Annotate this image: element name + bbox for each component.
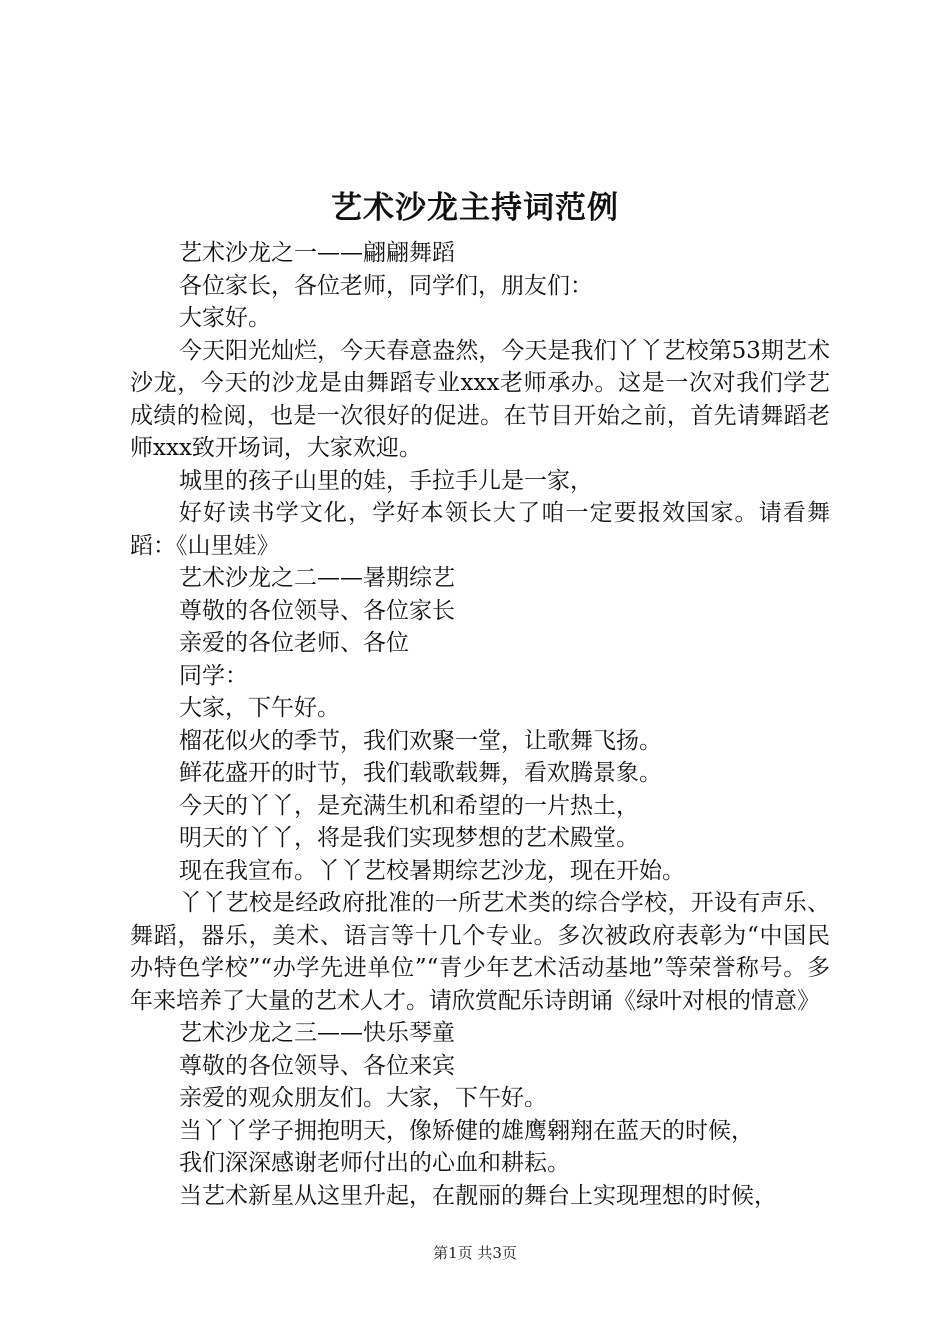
document-body <box>130 237 830 1212</box>
paragraph: 大家好。 <box>179 305 271 331</box>
paragraph: 艺术沙龙之三——快乐琴童 <box>179 1020 455 1046</box>
page-footer <box>0 1242 950 1264</box>
paragraph: 当丫丫学子拥抱明天，像矫健的雄鹰翱翔在蓝天的时候， <box>179 1117 754 1144</box>
paragraph: 各位家长，各位老师，同学们，朋友们： <box>179 272 593 299</box>
paragraph: 大家，下午好。 <box>179 695 340 721</box>
paragraph: 现在我宣布。丫丫艺校暑期综艺沙龙，现在开始。 <box>179 857 685 884</box>
paragraph: 我们深深感谢老师付出的心血和耕耘。 <box>179 1150 570 1176</box>
paragraph: 城里的孩子山里的娃，手拉手儿是一家， <box>179 467 593 494</box>
paragraph: 好好读书学文化，学好本领长大了咱一定要报效国家。请看舞蹈：《山里娃》 <box>130 500 830 559</box>
paragraph: 丫丫艺校是经政府批准的一所艺术类的综合学校，开设有声乐、舞蹈，器乐，美术、语言等十几个专业。多次被政府表彰为“中国民办特色学校”“办学先进单位”“青少年艺术活动基地”等荣誉称号。多年来培养了大量的艺术人才。请欣赏配乐诗朗诵《绿叶对根的情意》 <box>130 890 830 1014</box>
paragraph: 尊敬的各位领导、各位来宾 <box>179 1052 455 1079</box>
document-title: 艺术沙龙主持词范例 <box>331 190 619 226</box>
paragraph: 艺术沙龙之一——翩翩舞蹈 <box>179 240 455 266</box>
paragraph: 明天的丫丫，将是我们实现梦想的艺术殿堂。 <box>179 825 639 851</box>
paragraph: 同学： <box>179 662 248 689</box>
paragraph: 当艺术新星从这里升起，在靓丽的舞台上实现理想的时候， <box>179 1182 777 1209</box>
paragraph: 尊敬的各位领导、各位家长 <box>179 597 455 624</box>
paragraph: 艺术沙龙之二——暑期综艺 <box>179 565 455 591</box>
paragraph: 今天的丫丫，是充满生机和希望的一片热土， <box>179 792 639 819</box>
paragraph: 亲爱的各位老师、各位 <box>179 630 409 656</box>
page-number-label: 第1页 共3页 <box>433 1244 517 1262</box>
paragraph: 今天阳光灿烂，今天春意盎然，今天是我们丫丫艺校第53期艺术沙龙，今天的沙龙是由舞蹈专业xxx老师承办。这是一次对我们学艺成绩的检阅，也是一次很好的促进。在节目开始之前，首先请舞蹈老师xxx致开场词，大家欢迎。 <box>130 337 830 461</box>
paragraph: 亲爱的观众朋友们。大家，下午好。 <box>179 1085 547 1111</box>
paragraph: 榴花似火的季节，我们欢聚一堂，让歌舞飞扬。 <box>179 727 662 754</box>
paragraph: 鲜花盛开的时节，我们载歌载舞，看欢腾景象。 <box>179 760 662 786</box>
